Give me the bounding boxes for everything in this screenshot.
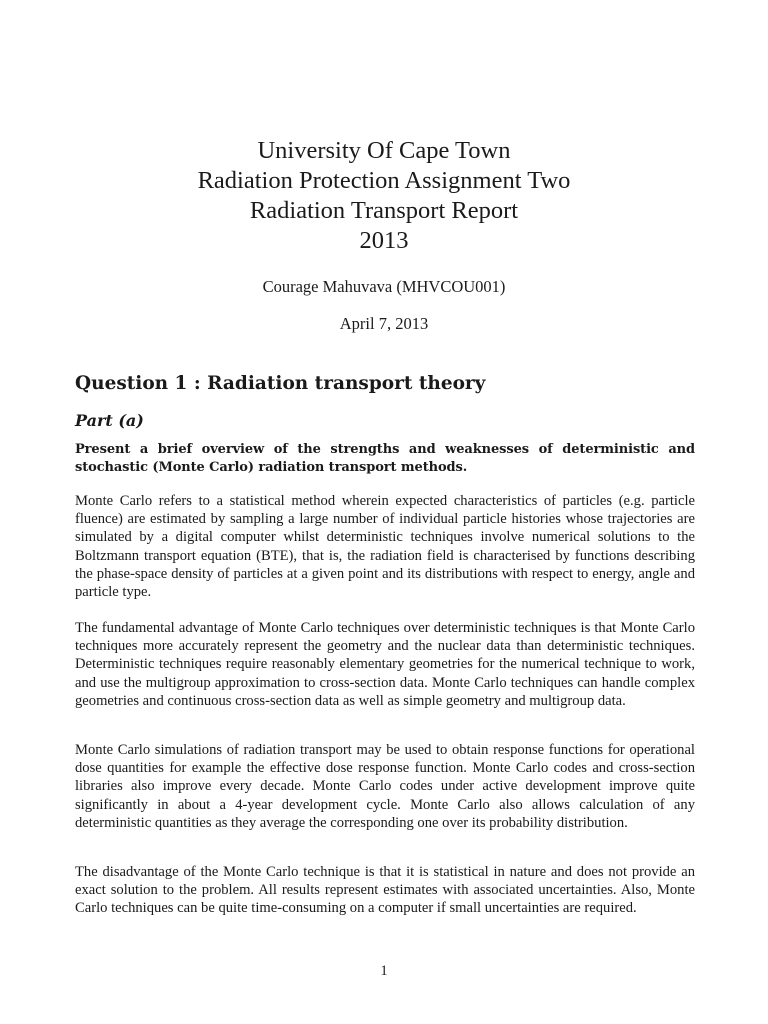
- document-title: [0, 136, 768, 256]
- paragraph-response-functions: Monte Carlo simulations of radiation transport may be used to obtain response functions for operational dose quantities for example the effective dose response function. Monte Carlo codes and cross-section libraries also improve every decade. Monte Carlo codes under active development improve quite significantly in about a 4-year development cycle. Monte Carlo also allows calculation of any deterministic quantities as they average the corresponding one over its probability distribution.: [75, 742, 695, 831]
- part-heading: Part (a): [75, 411, 144, 430]
- title-line-report: Radiation Transport Report: [249, 197, 519, 224]
- paragraph-disadvantage: The disadvantage of the Monte Carlo technique is that it is statistical in nature and does not provide an exact solution to the problem. All results represent estimates with associated uncertainties. Also, Monte Carlo techniques can be quite time-consuming on a computer if small uncertainties are required.: [75, 864, 695, 917]
- paragraph-monte-carlo-definition: Monte Carlo refers to a statistical method wherein expected characteristics of particles (e.g. particle fluence) are estimated by sampling a large number of individual particle histories whose trajectories are simulated by a digital computer whilst deterministic techniques involve numerical solutions to the Boltzmann transport equation (BTE), that is, the radiation field is characterised by functions describing the phase-space density of particles at a given point and its distributions with respect to energy, angle and particle type.: [75, 493, 695, 601]
- title-line-university: University Of Cape Town: [257, 137, 511, 164]
- question-prompt: Present a brief overview of the strengths and weaknesses of deterministic and stochastic (Monte Carlo) radiation transport methods.: [75, 442, 695, 476]
- author-name: Courage Mahuvava (MHVCOU001): [262, 277, 506, 296]
- section-heading: Question 1 : Radiation transport theory: [75, 373, 486, 394]
- title-line-assignment: Radiation Protection Assignment Two: [197, 167, 571, 194]
- paragraph-fundamental-advantage: The fundamental advantage of Monte Carlo techniques over deterministic techniques is that Monte Carlo techniques more accurately represent the geometry and the nuclear data than deterministic techniques. Deterministic techniques require reasonably elementary geometries for the numerical technique to work, and use the multigroup approximation to cross-section data. Monte Carlo techniques can handle complex geometries and continuous cross-section data as well as simple geometry and multigroup data.: [75, 620, 695, 709]
- document-date: April 7, 2013: [339, 314, 429, 333]
- page-number: 1: [380, 963, 388, 979]
- title-line-year: 2013: [359, 227, 409, 254]
